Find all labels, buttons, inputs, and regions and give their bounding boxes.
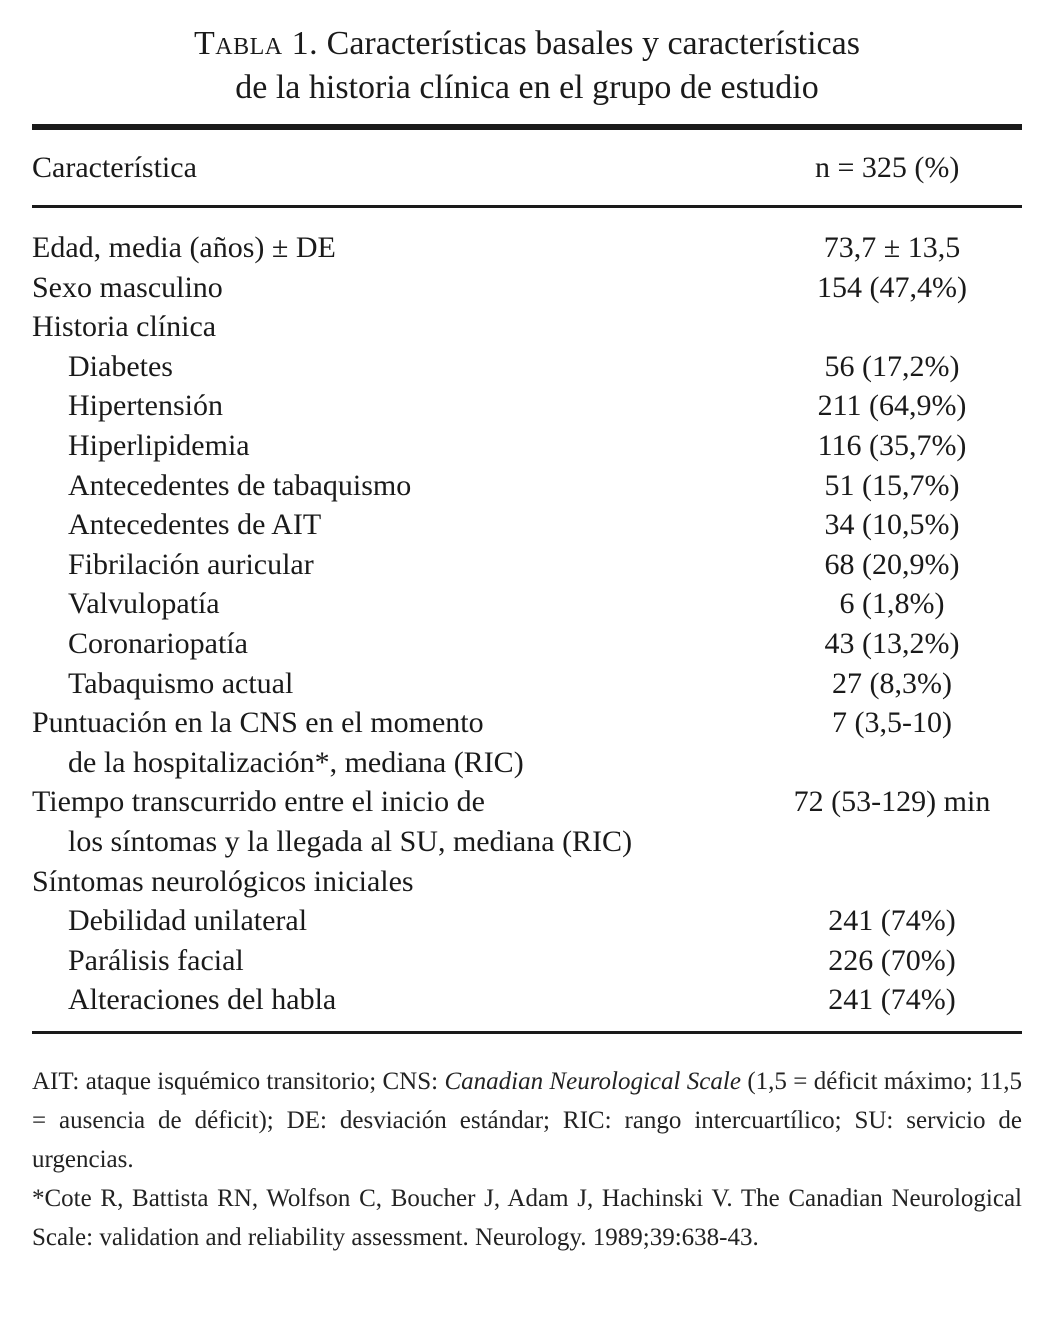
row-label: Valvulopatía: [68, 587, 220, 621]
table-number: Tabla 1.: [194, 25, 319, 62]
row-label: Debilidad unilateral: [68, 904, 308, 938]
row-label: Tabaquismo actual: [68, 666, 294, 700]
row-value: 27 (8,3%): [832, 666, 952, 700]
table-title-line-2: de la historia clínica en el grupo de estudio: [235, 69, 819, 106]
row-label-continuation: los síntomas y la llegada al SU, mediana (RIC): [68, 824, 633, 858]
row-label: Tiempo transcurrido entre el inicio de: [32, 785, 485, 819]
top-rule: [32, 124, 1022, 130]
row-label: Edad, media (años) ± DE: [32, 231, 336, 264]
table-row: [32, 703, 1022, 743]
abbreviations-italic: Canadian Neurological Scale: [444, 1068, 741, 1095]
row-label: Sexo masculino: [32, 270, 223, 304]
abbreviations-text-2: (1,5 = déficit máximo; 11,5 = ausencia de déficit); DE: desviación estándar; RIC: rango intercuartílico; SU: servicio de urgencias.: [32, 1068, 1023, 1173]
table-row: [32, 584, 1022, 624]
table-title-line-1: [0, 22, 1054, 66]
table-row: [32, 664, 1022, 704]
row-label-continuation: de la hospitalización*, mediana (RIC): [68, 745, 524, 779]
table-row: [32, 466, 1022, 506]
row-value: 241 (74%): [828, 983, 956, 1017]
row-label: Antecedentes de AIT: [68, 508, 322, 542]
row-value: 72 (53-129) min: [793, 785, 991, 819]
row-label: Diabetes: [68, 349, 173, 383]
row-label: Coronariopatía: [68, 626, 248, 660]
row-label: Alteraciones del habla: [68, 983, 337, 1017]
row-value: 73,7 ± 13,5: [823, 231, 961, 264]
row-label: Hiperlipidemia: [68, 428, 250, 462]
table-title: [0, 22, 1054, 110]
row-value: 211 (64,9%): [817, 389, 967, 423]
table-row: [32, 980, 1022, 1020]
row-value: 68 (20,9%): [824, 547, 960, 581]
table-row: [32, 228, 1022, 268]
row-value: 116 (35,7%): [817, 428, 967, 462]
table-footnotes: [32, 1062, 1022, 1257]
column-header-characteristic: Característica: [32, 151, 197, 184]
row-value: 226 (70%): [828, 943, 956, 977]
row-value: 51 (15,7%): [824, 468, 960, 502]
table-row: [32, 901, 1022, 941]
abbreviations-note: [32, 1062, 1022, 1179]
table-row: [32, 624, 1022, 664]
table-row: [32, 268, 1022, 308]
row-label: Fibrilación auricular: [68, 547, 314, 581]
table-row-continuation: [32, 822, 1022, 862]
row-value: 43 (13,2%): [824, 626, 960, 660]
bottom-rule: [32, 1031, 1022, 1034]
row-value: 154 (47,4%): [817, 270, 967, 304]
row-label: Parálisis facial: [68, 943, 244, 977]
table-row: [32, 782, 1022, 822]
table-row-section: [32, 862, 1022, 902]
reference-note: *Cote R, Battista RN, Wolfson C, Boucher J, Adam J, Hachinski V. The Canadian Neurological Scale: validation and reliability assessment. Neurology. 1989;39:638-43.: [32, 1185, 1022, 1251]
column-header-n: n = 325 (%): [815, 151, 960, 184]
row-value: 241 (74%): [828, 904, 956, 938]
header-rule: [32, 205, 1022, 208]
row-value: 56 (17,2%): [824, 349, 960, 383]
section-label: Historia clínica: [32, 310, 217, 344]
table-title-text-1: Características basales y características: [326, 25, 860, 62]
table-row-continuation: [32, 743, 1022, 783]
row-value: 6 (1,8%): [839, 587, 945, 621]
row-value: 34 (10,5%): [824, 508, 960, 542]
table-body: [32, 228, 1022, 1020]
table-row-section: [32, 307, 1022, 347]
row-label: Puntuación en la CNS en el momento: [32, 706, 484, 740]
table-row: [32, 941, 1022, 981]
row-label: Hipertensión: [68, 389, 223, 423]
abbreviations-text-1: AIT: ataque isquémico transitorio; CNS:: [32, 1068, 445, 1095]
table-row: [32, 347, 1022, 387]
row-value: 7 (3,5-10): [832, 706, 952, 740]
section-label: Síntomas neurológicos iniciales: [32, 864, 414, 898]
table-row: [32, 505, 1022, 545]
row-label: Antecedentes de tabaquismo: [68, 468, 412, 502]
table-row: [32, 386, 1022, 426]
table-row: [32, 426, 1022, 466]
table-row: [32, 545, 1022, 585]
